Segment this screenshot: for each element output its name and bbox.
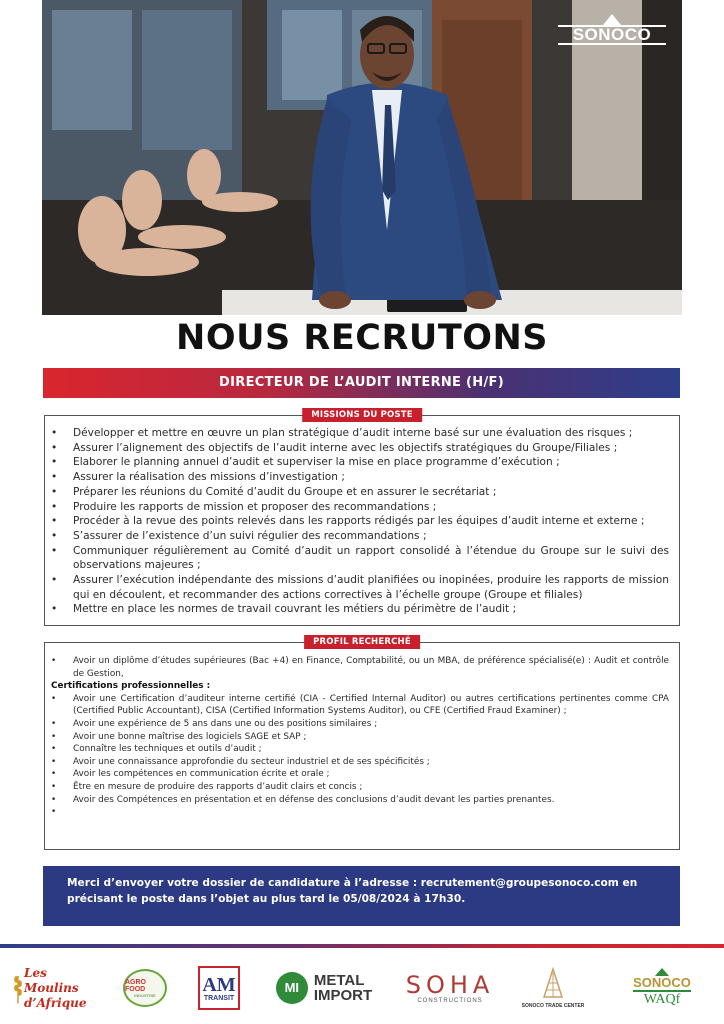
profil-item: • Avoir une Certification d’auditeur interne certifié (CIA - Certified Internal Auditor) ou autres certifications pertinentes comme CPA (Certified Public Accountant), CISA (Certified Information Systems Auditor), ou CFE (Certified Fraud Examiner) ;: [51, 693, 669, 718]
profil-list: [51, 655, 669, 819]
mission-item: • Elaborer le planning annuel d’audit et superviser la mise en place programme d’exécution ;: [51, 455, 669, 470]
metal-line1: METAL: [313, 972, 365, 989]
am-sub: TRANSIT: [203, 994, 235, 1002]
partner-logos: [0, 958, 724, 1018]
profil-item: • Être en mesure de produire des rapports d’audit clairs et concis ;: [51, 781, 669, 794]
trade-center-text: SONOCO TRADE CENTER: [521, 1003, 585, 1009]
hero-photo: [42, 0, 682, 315]
agrofood-line1: AGRO FOOD: [125, 978, 146, 993]
agrofood-line2: INDUSTRIE: [134, 992, 156, 998]
profil-item: • Avoir les compétences en communication écrite et orale ;: [51, 768, 669, 781]
profil-label: PROFIL RECHERCHÉ: [304, 635, 420, 649]
profil-item: • Avoir une connaissance approfondie du secteur industriel et de ses spécificités ;: [51, 756, 669, 769]
waqf-line1: SONOCO: [633, 975, 691, 990]
sonoco-trade-center-logo: [516, 958, 590, 1018]
logo-text: SONOCO: [558, 25, 666, 45]
application-instructions: Merci d’envoyer votre dossier de candidature à l’adresse : recrutement@groupesonoco.com en précisant le poste dans l’objet au plus tard le 05/08/2024 à 17h30.: [43, 866, 680, 926]
sonoco-logo: [558, 14, 666, 45]
mission-item: • Développer et mettre en œuvre un plan stratégique d’audit interne basé sur une évaluation des risques ;: [51, 426, 669, 441]
mission-item: • S’assurer de l’existence d’un suivi régulier des recommandations ;: [51, 529, 669, 544]
profil-item: • Connaître les techniques et outils d’audit ;: [51, 743, 669, 756]
profil-item-empty: [51, 806, 669, 819]
waqf-line2: WAQf: [643, 992, 681, 1007]
certifications-heading: Certifications professionnelles :: [51, 681, 211, 692]
mission-item: • Produire les rapports de mission et proposer des recommandations ;: [51, 500, 669, 515]
office-scene-illustration: [42, 0, 682, 315]
missions-label: MISSIONS DU POSTE: [302, 408, 422, 422]
tower-icon: [538, 967, 568, 1001]
soha-constructions-logo: [405, 958, 495, 1018]
logo-triangle-icon: [603, 14, 621, 25]
mission-item: • Mettre en place les normes de travail couvrant les métiers du périmètre de l’audit ;: [51, 602, 669, 617]
mission-item: • Assurer la réalisation des missions d’investigation ;: [51, 470, 669, 485]
am-letters: AM: [202, 973, 236, 996]
job-title-banner: DIRECTEUR DE L’AUDIT INTERNE (H/F): [43, 368, 680, 398]
am-transit-logo: [196, 958, 242, 1018]
mission-item: • Assurer l’alignement des objectifs de l’audit interne avec les objectifs stratégiques du Groupe/Filiales ;: [51, 441, 669, 456]
soha-title: SOHA: [405, 971, 495, 999]
moulins-dafrique-logo: [12, 958, 94, 1018]
profil-item: • Avoir une expérience de 5 ans dans une ou des positions similaires ;: [51, 718, 669, 731]
mission-item: • Communiquer régulièrement au Comité d’audit un rapport consolidé à l’étendue du Groupe sur le suivi des observations majeures ;: [51, 544, 669, 573]
metal-import-logo: [272, 958, 376, 1018]
profil-item-diploma: • Avoir un diplôme d’études supérieures (Bac +4) en Finance, Comptabilité, ou un MBA, de préférence spécialisé(e) : Audit et contrôle de Gestion,: [51, 655, 669, 680]
mission-item: • Assurer l’exécution indépendante des missions d’audit planifiées ou inopinées, produire les rapports de mission qui en découlent, et recommander des actions correctives à l’échelle groupe (Groupe et filiales): [51, 573, 669, 602]
footer-divider: [0, 944, 724, 948]
missions-list: [51, 426, 669, 617]
agro-food-logo: [120, 958, 170, 1018]
sonoco-waqf-logo: [622, 958, 702, 1018]
moulins-line2: d’Afrique: [24, 995, 87, 1010]
mission-item: • Préparer les réunions du Comité d’audit du Groupe et en assurer le secrétariat ;: [51, 485, 669, 500]
moulins-line1: Les Moulins: [24, 965, 79, 995]
soha-sub: CONSTRUCTIONS: [417, 998, 483, 1004]
profil-section: [44, 637, 680, 850]
wheat-icon: [12, 970, 24, 1006]
headline: NOUS RECRUTONS: [176, 318, 548, 358]
mission-item: • Procéder à la revue des points relevés dans les rapports rédigés par les équipes d’audit interne et externe ;: [51, 514, 669, 529]
missions-section: [44, 410, 680, 626]
profil-item: • Avoir des Compétences en présentation et en défense des conclusions d’audit devant les parties prenantes.: [51, 794, 669, 807]
profil-item: • Avoir une bonne maîtrise des logiciels SAGE et SAP ;: [51, 731, 669, 744]
metal-import-badge-icon: MI: [276, 972, 308, 1004]
metal-line2: IMPORT: [313, 987, 373, 1004]
